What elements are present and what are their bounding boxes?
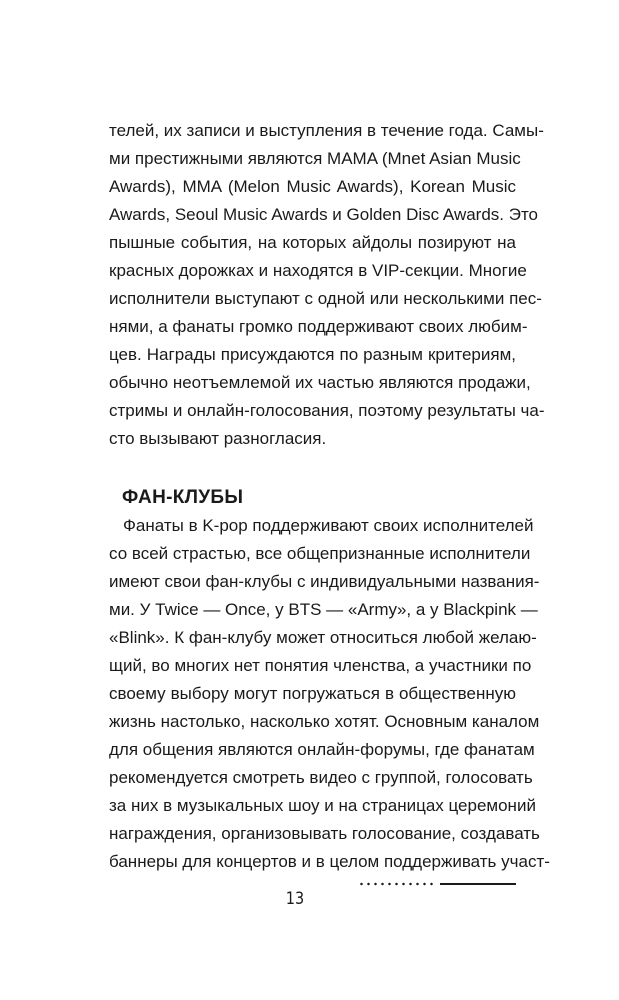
paragraph1-line: Awards), MMA (Melon Music Awards), Korean Music	[109, 177, 516, 196]
paragraph2-line: рекомендуется смотреть видео с группой, голосовать	[109, 768, 533, 787]
paragraph1-line: нями, а фанаты громко поддерживают своих любим-	[109, 317, 528, 336]
paragraph2-line: «Blink». К фан-клубу может относиться любой желаю-	[109, 628, 537, 647]
paragraph1-line: исполнители выступают с одной или несколькими пес-	[109, 289, 542, 308]
paragraph1-line: ми престижными являются MAMA (Mnet Asian Music	[109, 149, 521, 168]
paragraph2-line: Фанаты в K-pop поддерживают своих исполнителей	[123, 516, 534, 535]
paragraph2-line: баннеры для концертов и в целом поддерживать участ-	[109, 852, 550, 871]
paragraph2-line: имеют свои фан-клубы с индивидуальными названия-	[109, 572, 540, 591]
paragraph2-line: для общения являются онлайн-форумы, где фанатам	[109, 740, 535, 759]
footer-dotted-rule	[358, 882, 436, 886]
paragraph1-line: Awards, Seoul Music Awards и Golden Disc Awards. Это	[109, 205, 539, 224]
paragraph2-line: своему выбору могут погружаться в общественную	[109, 684, 516, 703]
paragraph1-line: пышные события, на которых айдолы позируют на	[109, 233, 516, 252]
paragraph1-line: красных дорожках и находятся в VIP-секции. Многие	[109, 261, 527, 280]
paragraph2-line: жизнь настолько, насколько хотят. Основным каналом	[109, 712, 540, 731]
paragraph1-line: цев. Награды присуждаются по разным критериям,	[109, 345, 516, 364]
footer-solid-rule	[440, 883, 516, 885]
section-heading: ФАН-КЛУБЫ	[122, 487, 244, 508]
paragraph1-line: сто вызывают разногласия.	[109, 429, 327, 448]
paragraph2-line: за них в музыкальных шоу и на страницах церемоний	[109, 796, 536, 815]
paragraph1-line: обычно неотъемлемой их частью являются продажи,	[109, 373, 531, 392]
paragraph2-line: ми. У Twice — Once, у BTS — «Army», а у Blackpink —	[109, 600, 538, 619]
paragraph2-line: со всей страстью, все общепризнанные исполнители	[109, 544, 531, 563]
paragraph2-line: награждения, организовывать голосование, создавать	[109, 824, 540, 843]
paragraph2-line: щий, во многих нет понятия членства, а участники по	[109, 656, 532, 675]
page-number: 13	[285, 889, 305, 909]
paragraph1-line: стримы и онлайн-голосования, поэтому результаты ча-	[109, 401, 545, 420]
paragraph1-line: телей, их записи и выступления в течение года. Самы-	[109, 121, 544, 140]
